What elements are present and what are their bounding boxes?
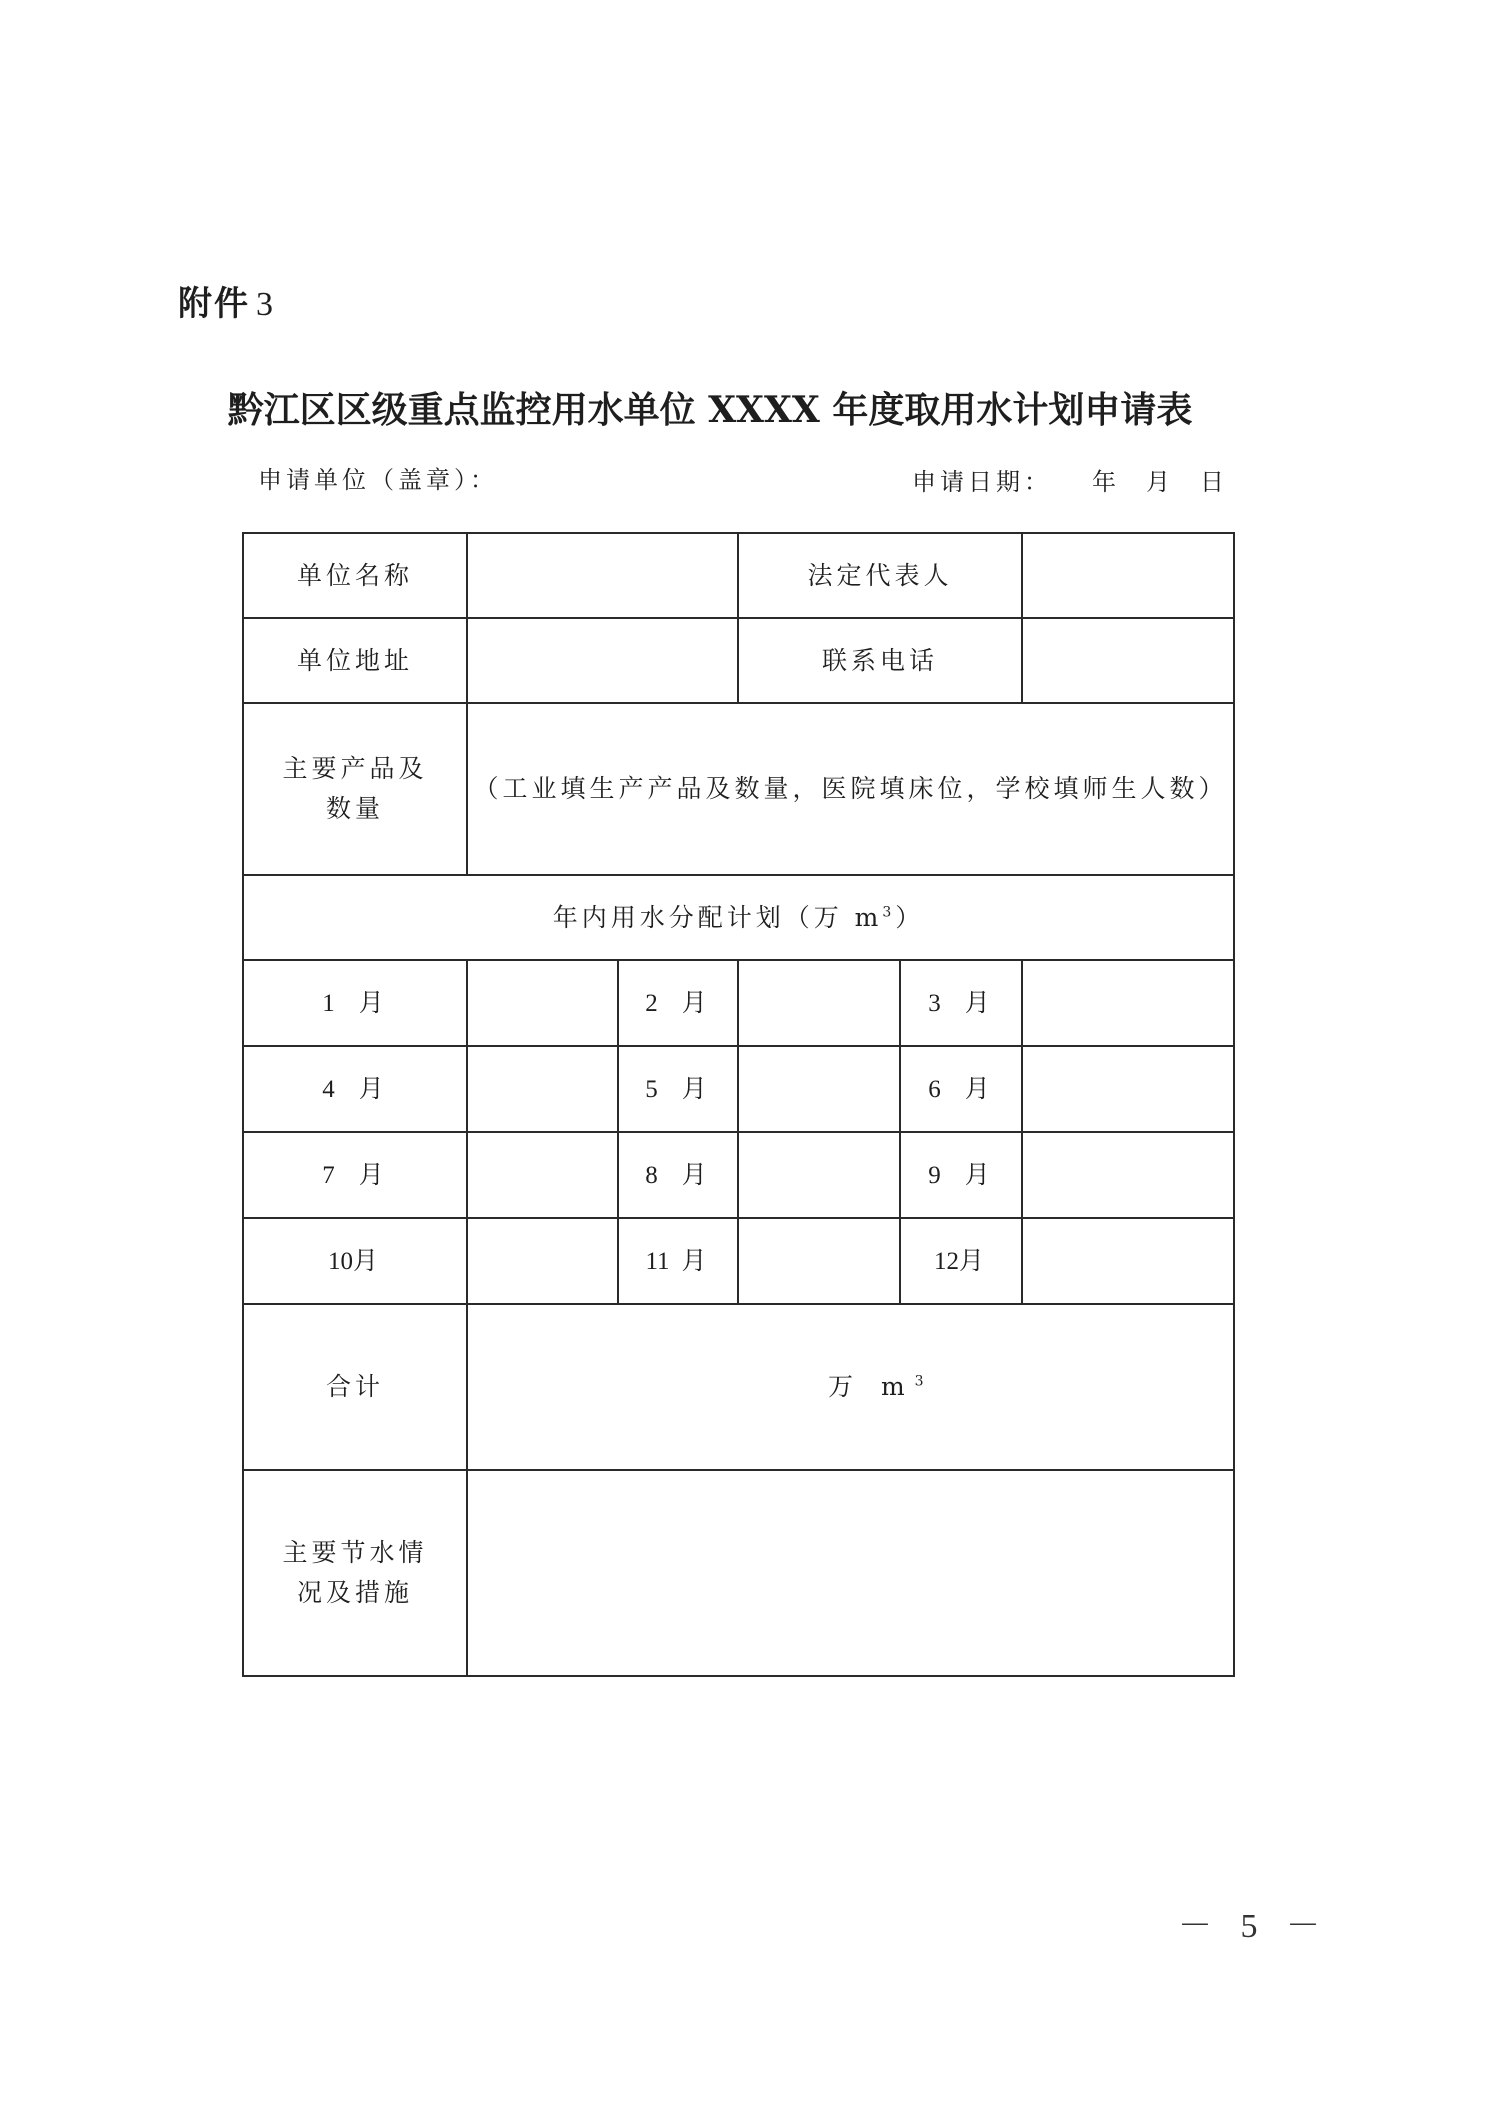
- products-label-line2: 数量: [325, 794, 384, 823]
- month-value-field[interactable]: [467, 960, 618, 1046]
- month-value-field[interactable]: [738, 1218, 900, 1304]
- products-label: [243, 703, 467, 875]
- total-unit: 万 $m^3$: [828, 1372, 934, 1401]
- month-row: [243, 1046, 1234, 1132]
- page-number: － 5 －: [1178, 1908, 1330, 1945]
- date-month: 月: [1146, 468, 1174, 496]
- month-label: 12月: [900, 1218, 1022, 1304]
- unit-address-label: 单位地址: [243, 618, 467, 703]
- legal-rep-field[interactable]: [1022, 533, 1234, 618]
- month-row: [243, 1218, 1234, 1304]
- month-label: 8 月: [618, 1132, 738, 1218]
- water-saving-label: [243, 1470, 467, 1676]
- month-label: 10月: [243, 1218, 467, 1304]
- attachment-label: 附件: [178, 284, 250, 324]
- phone-label: 联系电话: [738, 618, 1022, 703]
- table-row: [243, 618, 1234, 703]
- month-label: 1 月: [243, 960, 467, 1046]
- date-year: 年: [1092, 468, 1120, 496]
- plan-title: 年内用水分配计划（万 $m^3$）: [243, 875, 1234, 960]
- total-field[interactable]: [467, 1304, 1234, 1470]
- month-value-field[interactable]: [1022, 960, 1234, 1046]
- unit-name-field[interactable]: [467, 533, 738, 618]
- month-label: 11 月: [618, 1218, 738, 1304]
- unit-name-label: 单位名称: [243, 533, 467, 618]
- table-row: [243, 533, 1234, 618]
- date-label: 申请日期：: [912, 468, 1052, 496]
- month-label: 5 月: [618, 1046, 738, 1132]
- table-row: [243, 1470, 1234, 1676]
- unit-address-field[interactable]: [467, 618, 738, 703]
- products-label-line1: 主要产品及: [282, 754, 428, 783]
- month-label: 9 月: [900, 1132, 1022, 1218]
- legal-rep-label: 法定代表人: [738, 533, 1022, 618]
- products-field[interactable]: （工业填生产产品及数量，医院填床位，学校填师生人数）: [467, 703, 1234, 875]
- water-saving-field[interactable]: [467, 1470, 1234, 1676]
- month-label: 6 月: [900, 1046, 1022, 1132]
- month-value-field[interactable]: [467, 1218, 618, 1304]
- month-label: 4 月: [243, 1046, 467, 1132]
- table-row: [243, 875, 1234, 960]
- water-saving-label-line1: 主要节水情: [282, 1538, 428, 1567]
- month-label: 7 月: [243, 1132, 467, 1218]
- month-value-field[interactable]: [1022, 1132, 1234, 1218]
- month-value-field[interactable]: [738, 1046, 900, 1132]
- application-date: [912, 462, 1228, 497]
- applicant-label: 申请单位（盖章）：: [258, 466, 498, 494]
- table-row: [243, 1304, 1234, 1470]
- attachment-heading: [178, 276, 275, 325]
- total-label: 合计: [243, 1304, 467, 1470]
- month-label: 3 月: [900, 960, 1022, 1046]
- date-day: 日: [1200, 468, 1228, 496]
- month-value-field[interactable]: [467, 1046, 618, 1132]
- month-value-field[interactable]: [738, 960, 900, 1046]
- month-row: [243, 960, 1234, 1046]
- phone-field[interactable]: [1022, 618, 1234, 703]
- month-value-field[interactable]: [1022, 1046, 1234, 1132]
- month-label: 2 月: [618, 960, 738, 1046]
- table-row: [243, 703, 1234, 875]
- month-value-field[interactable]: [467, 1132, 618, 1218]
- page-title: 黔江区区级重点监控用水单位 XXXX 年度取用水计划申请表: [227, 389, 1193, 431]
- month-row: [243, 1132, 1234, 1218]
- application-form-table: [242, 532, 1235, 1677]
- month-value-field[interactable]: [1022, 1218, 1234, 1304]
- month-value-field[interactable]: [738, 1132, 900, 1218]
- attachment-number: 3: [256, 286, 275, 323]
- water-saving-label-line2: 况及措施: [296, 1578, 413, 1607]
